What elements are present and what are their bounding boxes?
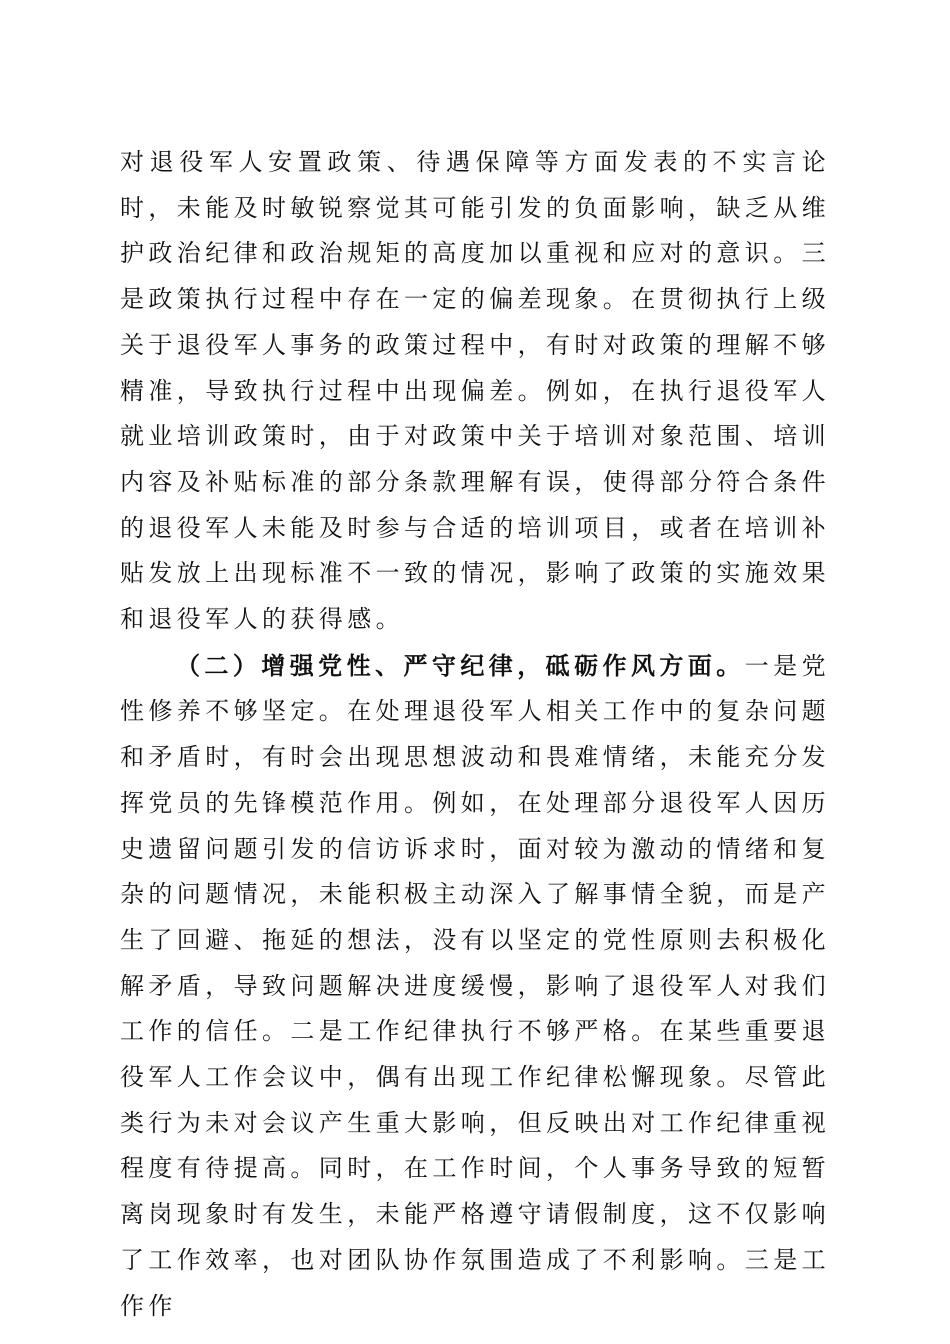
- section-body: 一是党性修养不够坚定。在处理退役军人相关工作中的复杂问题和矛盾时，有时会出现思想波动和畏难情绪，未能充分发挥党员的先锋模范作用。例如，在处理部分退役军人因历史遗留问题引发的信访诉求时，面对较为激动的情绪和复杂的问题情况，未能积极主动深入了解事情全貌，而是产生了回避、拖延的想法，没有以坚定的党性原则去积极化解矛盾，导致问题解决进度缓慢，影响了退役军人对我们工作的信任。二是工作纪律执行不够严格。在某些重要退役军人工作会议中，偶有出现工作纪律松懈现象。尽管此类行为未对会议产生重大影响，但反映出对工作纪律重视程度有待提高。同时，在工作时间，个人事务导致的短暂离岗现象时有发生，未能严格遵守请假制度，这不仅影响了工作效率，也对团队协作氛围造成了不利影响。三是工作作: [120, 651, 831, 1320]
- section-heading: （二）增强党性、严守纪律，砥砺作风方面。: [176, 650, 745, 680]
- body-paragraph-2: [120, 643, 830, 1330]
- body-paragraph-1: 对退役军人安置政策、待遇保障等方面发表的不实言论时，未能及时敏锐察觉其可能引发的负面影响，缺乏从维护政治纪律和政治规矩的高度加以重视和应对的意识。三是政策执行过程中存在一定的偏差现象。在贯彻执行上级关于退役军人事务的政策过程中，有时对政策的理解不够精准，导致执行过程中出现偏差。例如，在执行退役军人就业培训政策时，由于对政策中关于培训对象范围、培训内容及补贴标准的部分条款理解有误，使得部分符合条件的退役军人未能及时参与合适的培训项目，或者在培训补贴发放上出现标准不一致的情况，影响了政策的实施效果和退役军人的获得感。: [120, 148, 830, 634]
